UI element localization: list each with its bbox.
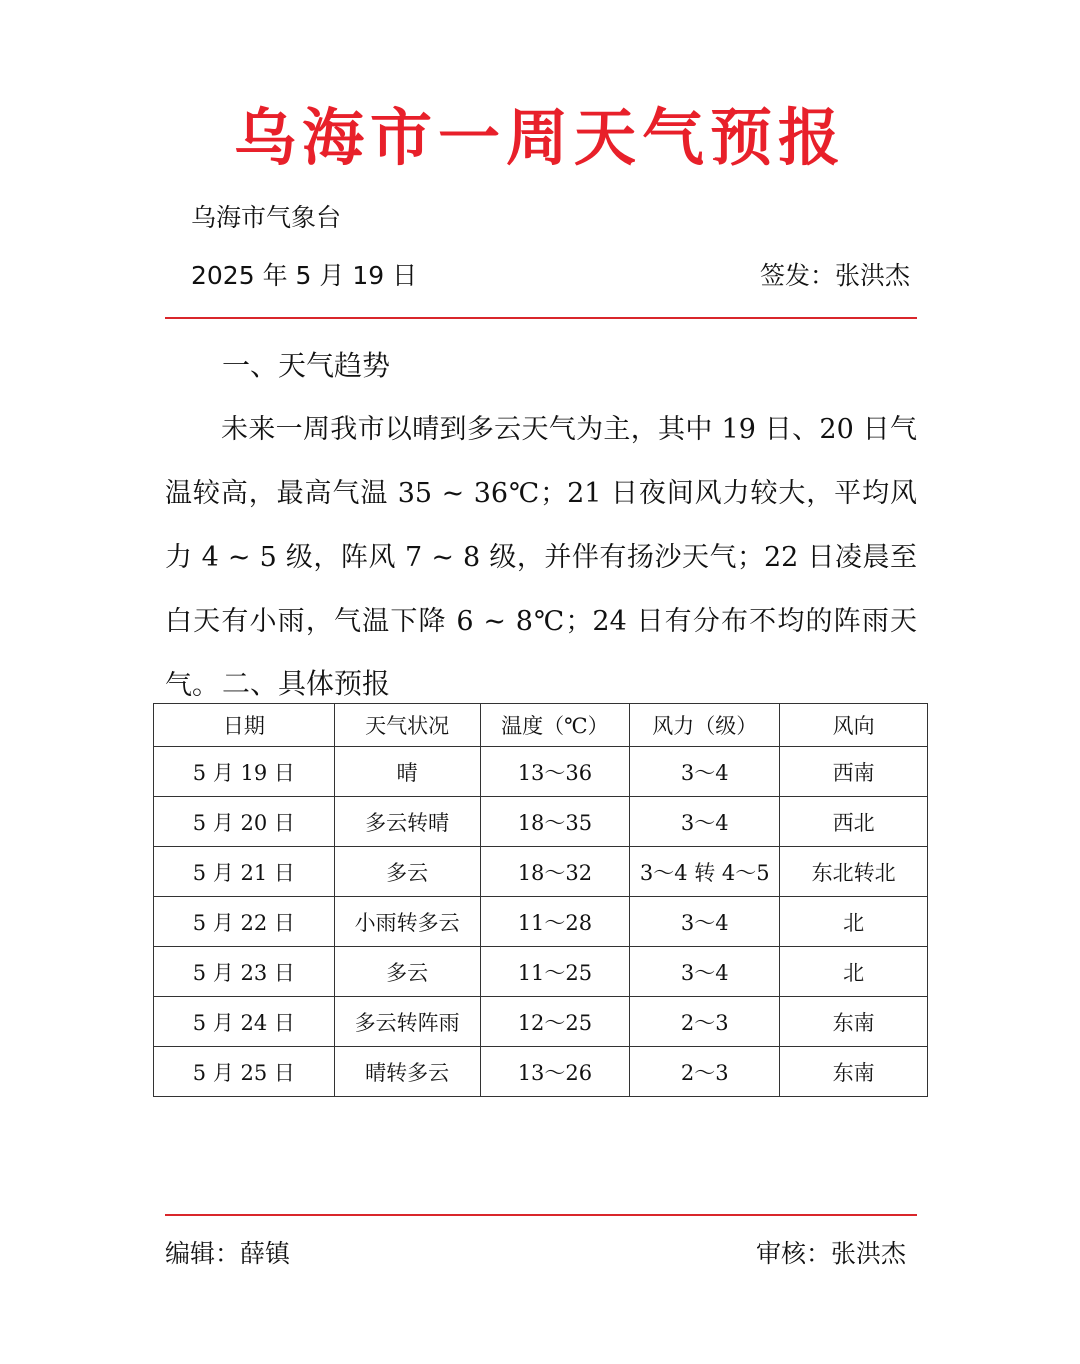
- cell-weather: 多云: [334, 947, 480, 997]
- cell-weather: 多云: [334, 847, 480, 897]
- table-row: [154, 1047, 928, 1097]
- cell-wind-direction: 北: [780, 947, 928, 997]
- cell-temperature: 18～32: [480, 847, 630, 897]
- section-heading-forecast: 二、具体预报: [222, 667, 391, 700]
- editor-credit: 编辑：薛镇: [165, 1239, 291, 1268]
- cell-date: 5 月 19 日: [154, 747, 335, 797]
- cell-temperature: 12～25: [480, 997, 630, 1047]
- cell-wind-direction: 东北转北: [780, 847, 928, 897]
- header-divider: [165, 317, 917, 319]
- table-row: [154, 947, 928, 997]
- issue-date: 2025 年 5 月 19 日: [191, 261, 418, 290]
- section-heading-trend: 一、天气趋势: [222, 349, 391, 382]
- cell-weather: 晴: [334, 747, 480, 797]
- signer: 签发：张洪杰: [759, 261, 910, 290]
- trend-paragraph: 未来一周我市以晴到多云天气为主，其中 19 日、20 日气温较高，最高气温 35 ~ 36℃；21 日夜间风力较大，平均风力 4 ~ 5 级，阵风 7 ~ 8 级，并伴有扬沙天气；22 日凌晨至白天有小雨，气温下降 6 ~ 8℃；24 日有分布不均的阵雨天气。: [165, 414, 917, 701]
- table-row: [154, 797, 928, 847]
- footer-divider: [165, 1214, 917, 1216]
- header-temperature: 温度（℃）: [480, 704, 630, 747]
- cell-date: 5 月 23 日: [154, 947, 335, 997]
- cell-wind-force: 3～4: [630, 947, 780, 997]
- reviewer-credit: 审核：张洪杰: [755, 1239, 906, 1268]
- table-row: [154, 747, 928, 797]
- header-date: 日期: [154, 704, 335, 747]
- cell-wind-force: 2～3: [630, 1047, 780, 1097]
- cell-temperature: 11～25: [480, 947, 630, 997]
- cell-weather: 多云转阵雨: [334, 997, 480, 1047]
- page-title: 乌海市一周天气预报: [233, 101, 846, 174]
- cell-wind-direction: 东南: [780, 1047, 928, 1097]
- cell-date: 5 月 24 日: [154, 997, 335, 1047]
- cell-wind-force: 2～3: [630, 997, 780, 1047]
- cell-weather: 晴转多云: [334, 1047, 480, 1097]
- cell-wind-force: 3～4 转 4～5: [630, 847, 780, 897]
- cell-temperature: 13～26: [480, 1047, 630, 1097]
- header-wind-force: 风力（级）: [630, 704, 780, 747]
- table-header-row: [154, 704, 928, 747]
- cell-weather: 小雨转多云: [334, 897, 480, 947]
- issuing-organization: 乌海市气象台: [191, 203, 342, 232]
- cell-date: 5 月 22 日: [154, 897, 335, 947]
- cell-wind-force: 3～4: [630, 897, 780, 947]
- table-row: [154, 997, 928, 1047]
- cell-wind-direction: 东南: [780, 997, 928, 1047]
- cell-date: 5 月 25 日: [154, 1047, 335, 1097]
- cell-temperature: 11～28: [480, 897, 630, 947]
- cell-wind-direction: 北: [780, 897, 928, 947]
- cell-weather: 多云转晴: [334, 797, 480, 847]
- forecast-table: [153, 703, 928, 1097]
- cell-wind-force: 3～4: [630, 797, 780, 847]
- table-row: [154, 897, 928, 947]
- header-weather: 天气状况: [334, 704, 480, 747]
- cell-date: 5 月 20 日: [154, 797, 335, 847]
- cell-date: 5 月 21 日: [154, 847, 335, 897]
- cell-wind-force: 3～4: [630, 747, 780, 797]
- table-row: [154, 847, 928, 897]
- cell-wind-direction: 西南: [780, 747, 928, 797]
- header-wind-direction: 风向: [780, 704, 928, 747]
- cell-wind-direction: 西北: [780, 797, 928, 847]
- cell-temperature: 13～36: [480, 747, 630, 797]
- cell-temperature: 18～35: [480, 797, 630, 847]
